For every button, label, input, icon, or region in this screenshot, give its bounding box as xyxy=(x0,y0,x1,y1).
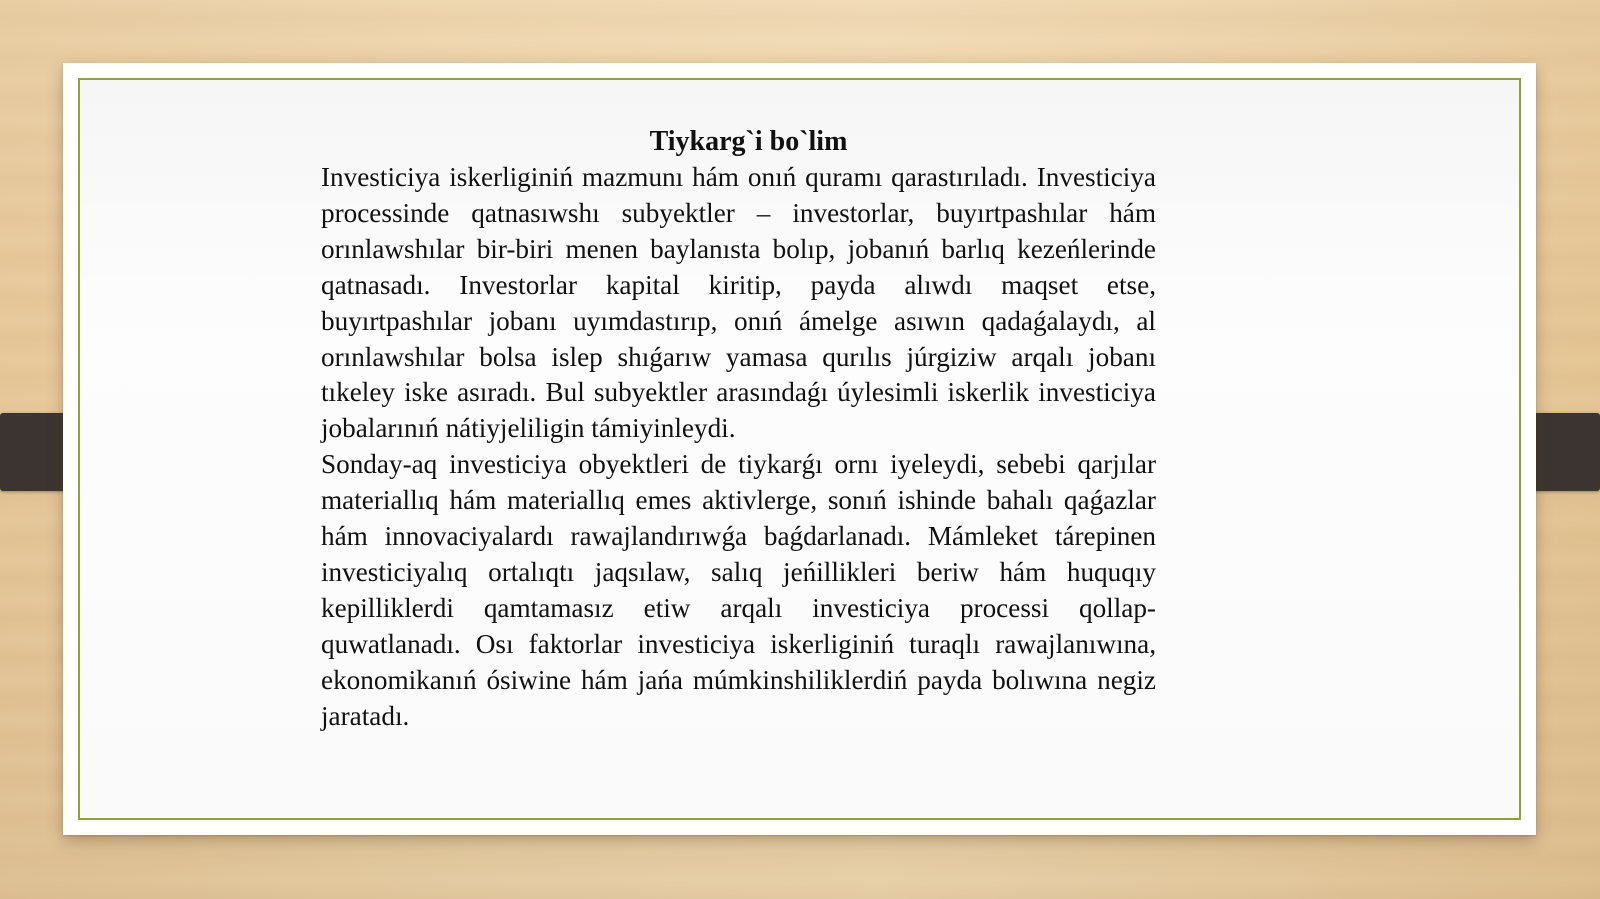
body-paragraph-2: Sonday-aq investiciya obyektleri de tiykarǵı ornı iyeleydi, sebebi qarjılar materiallıq hám materiallıq emes aktivlerge, sonıń ishinde bahalı qaǵazlar hám innovaciyalardı rawajlandırıwǵa baǵdarlanadı. Mámleket tárepinen investiciyalıq ortalıqtı jaqsılaw, salıq jeńillikleri beriw hám huquqıy kepilliklerdi qamtamasız etiw arqalı investiciya processi qollap-quwatlanadı. Osı faktorlar investiciya iskerliginiń turaqlı rawajlanıwına, ekonomikanıń ósiwine hám jańa múmkinshiliklerdiń payda bolıwına negiz jaratadı. xyxy=(321,449,1156,731)
slide-content xyxy=(321,124,1156,735)
slide-title: Tiykarg`i bo`lim xyxy=(649,126,848,157)
body-paragraph-1: Investiciya iskerliginiń mazmunı hám onıń quramı qarastırıladı. Investiciya processinde qatnasıwshı subyektler – investorlar, buyırtpashılar hám orınlawshılar bir-biri menen baylanısta bolıp, jobanıń barlıq kezeńlerinde qatnasadı. Investorlar kapital kiritip, payda alıwdı maqset etse, buyırtpashılar jobanı uyımdastırıp, onıń ámelge asıwın qadaǵalaydı, al orınlawshılar bolsa islep shıǵarıw yamasa qurılıs júrgiziw arqalı jobanı tıkeley iske asıradı. Bul subyektler arasındaǵı úylesimli iskerlik investiciya jobalarınıń nátiyjeliligin támiyinleydi. xyxy=(321,162,1156,444)
